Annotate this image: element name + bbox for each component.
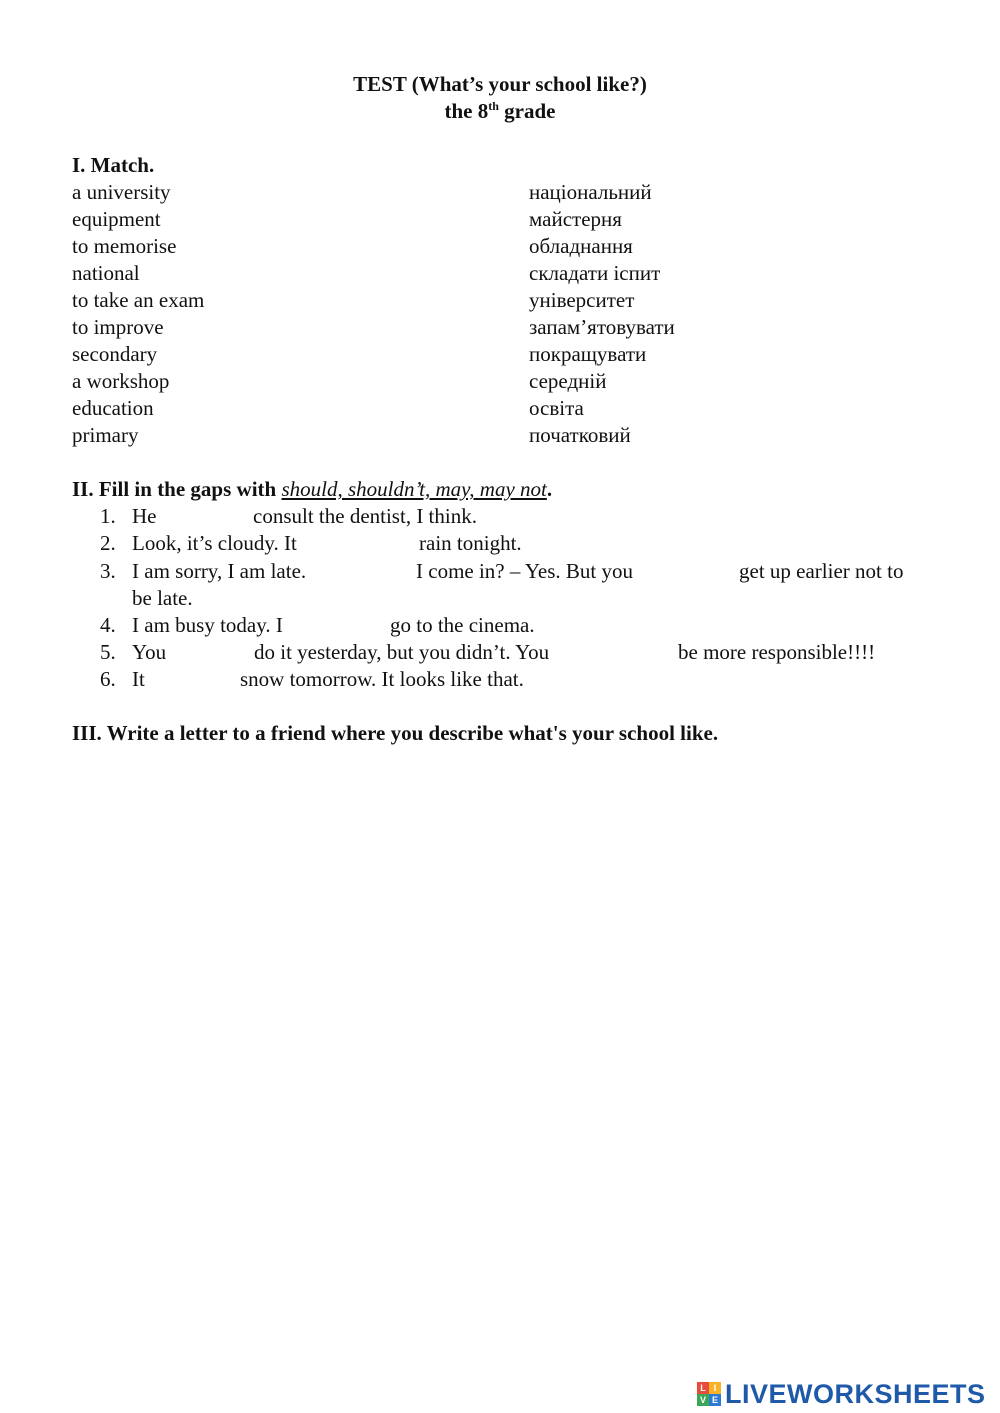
liveworksheets-logo-text: LIVEWORKSHEETS xyxy=(725,1378,986,1409)
logo-icon-letter: I xyxy=(709,1382,721,1394)
item-number: 5. xyxy=(100,640,116,664)
match-english-word: to memorise xyxy=(72,234,177,258)
section-match-heading: I. Match. xyxy=(72,153,155,177)
match-english-word: to improve xyxy=(72,315,164,339)
match-row xyxy=(72,423,932,450)
modal-options: should, shouldn’t, may, may not xyxy=(281,477,547,501)
item-number: 2. xyxy=(100,531,116,555)
match-english-word: national xyxy=(72,261,140,285)
match-row xyxy=(72,315,932,342)
match-row xyxy=(72,288,932,315)
match-ukrainian-word: обладнання xyxy=(529,234,633,258)
match-ukrainian-word: складати іспит xyxy=(529,261,661,285)
item-text: I am busy today. I xyxy=(132,613,283,637)
match-english-word: a university xyxy=(72,180,171,204)
item-number: 4. xyxy=(100,613,116,637)
match-english-word: a workshop xyxy=(72,369,170,393)
match-ukrainian-word: запам’ятовувати xyxy=(529,315,675,339)
liveworksheets-logo-icon xyxy=(697,1382,721,1406)
item-text: go to the cinema. xyxy=(390,613,535,637)
page-title: TEST (What’s your school like?) xyxy=(353,72,647,96)
match-row xyxy=(72,207,932,234)
item-number: 3. xyxy=(100,559,116,583)
section-fill-gaps-heading: II. Fill in the gaps with should, shouldn’t, may, may not. xyxy=(72,477,553,501)
logo-icon-letter: L xyxy=(697,1382,709,1394)
match-row xyxy=(72,396,932,423)
match-ukrainian-word: майстерня xyxy=(529,207,622,231)
liveworksheets-logo xyxy=(697,1379,986,1409)
match-ukrainian-word: початковий xyxy=(529,423,631,447)
match-ukrainian-word: національний xyxy=(529,180,652,204)
match-row xyxy=(72,180,932,207)
item-text: get up earlier not to xyxy=(739,559,904,583)
match-row xyxy=(72,342,932,369)
match-ukrainian-word: університет xyxy=(529,288,635,312)
match-ukrainian-word: освіта xyxy=(529,396,584,420)
item-text: He xyxy=(132,504,157,528)
match-english-word: secondary xyxy=(72,342,158,366)
item-text: It xyxy=(132,667,145,691)
match-english-word: to take an exam xyxy=(72,288,205,312)
item-text: I come in? – Yes. But you xyxy=(416,559,633,583)
page-subtitle: the 8th grade xyxy=(444,99,556,123)
item-number: 1. xyxy=(100,504,116,528)
item-number: 6. xyxy=(100,667,116,691)
logo-icon-letter: E xyxy=(709,1394,721,1406)
item-text: You xyxy=(132,640,167,664)
match-ukrainian-word: покращувати xyxy=(529,342,647,366)
match-english-word: primary xyxy=(72,423,139,447)
match-english-word: education xyxy=(72,396,154,420)
item-text: consult the dentist, I think. xyxy=(253,504,477,528)
section-letter-heading: III. Write a letter to a friend where you describe what's your school like. xyxy=(72,721,719,745)
match-ukrainian-word: середній xyxy=(529,369,607,393)
item-text: be more responsible!!!! xyxy=(678,640,876,664)
item-text: snow tomorrow. It looks like that. xyxy=(240,667,524,691)
item-text: do it yesterday, but you didn’t. You xyxy=(254,640,550,664)
item-text-continuation: be late. xyxy=(132,586,193,610)
item-text: Look, it’s cloudy. It xyxy=(132,531,297,555)
match-english-word: equipment xyxy=(72,207,161,231)
item-text: I am sorry, I am late. xyxy=(132,559,307,583)
logo-icon-letter: V xyxy=(697,1394,709,1406)
match-row xyxy=(72,369,932,396)
match-row xyxy=(72,234,932,261)
item-text: rain tonight. xyxy=(419,531,522,555)
match-row xyxy=(72,261,932,288)
